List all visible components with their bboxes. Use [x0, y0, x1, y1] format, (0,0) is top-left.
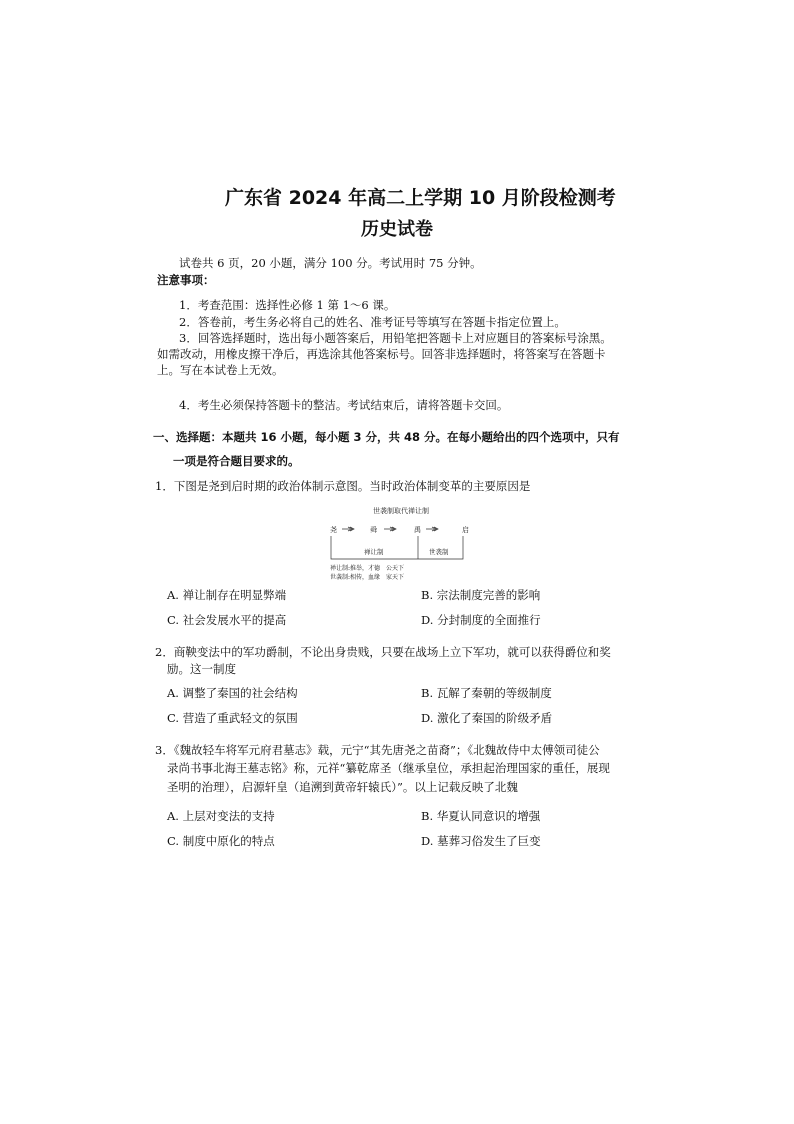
option-c: C. 营造了重武轻文的氛围 [167, 711, 298, 725]
notice-item: 2．答卷前，考生务必将自己的姓名、准考证号等填写在答题卡指定位置上。 [179, 315, 566, 329]
political-system-diagram [326, 504, 476, 584]
notice-item: 4．考生必须保持答题卡的整洁。考试结束后，请将答题卡交回。 [179, 398, 509, 412]
notice-item: 1．考查范围：选择性必修 1 第 1～6 课。 [179, 298, 396, 312]
question-stem: 2．商鞅变法中的军功爵制，不论出身贵贱，只要在战场上立下军功，就可以获得爵位和奖 [155, 645, 611, 659]
diagram-box-label: 禅让制 [364, 548, 384, 556]
option-a: A. 禅让制存在明显弊端 [167, 588, 287, 602]
diagram-note: 世袭制:相传，血缘 家天下 [330, 574, 405, 581]
page-title: 广东省 2024 年高二上学期 10 月阶段检测考 [225, 187, 616, 209]
question-stem: 3．《魏故轻车将军元府君墓志》载，元宁“其先唐尧之苗裔”；《北魏故侍中太傅领司徒公 [155, 743, 600, 757]
page-subtitle: 历史试卷 [361, 219, 433, 240]
intro-text: 试卷共 6 页，20 小题，满分 100 分。考试用时 75 分钟。 [179, 256, 482, 270]
option-b: B. 瓦解了秦朝的等级制度 [421, 686, 552, 700]
diagram-arrows [342, 527, 438, 531]
notice-item: 3．回答选择题时，选出每小题答案后，用铅笔把答题卡上对应题目的答案标号涂黑。 [179, 331, 612, 345]
option-d: D. 激化了秦国的阶级矛盾 [421, 711, 553, 725]
diagram-title: 世袭制取代禅让制 [373, 507, 429, 515]
diagram-person: 启 [462, 526, 469, 534]
diagram-person: 禹 [414, 526, 421, 534]
diagram-person: 尧 [330, 526, 337, 534]
question-stem: 1．下图是尧到启时期的政治体制示意图。当时政治体制变革的主要原因是 [155, 479, 531, 493]
option-d: D. 分封制度的全面推行 [421, 613, 541, 627]
option-c: C. 社会发展水平的提高 [167, 613, 287, 627]
option-b: B. 华夏认同意识的增强 [421, 809, 541, 823]
section-heading-cont: 一项是符合题目要求的。 [173, 454, 300, 468]
diagram-box-label: 世袭制 [429, 548, 449, 556]
option-d: D. 墓葬习俗发生了巨变 [421, 834, 541, 848]
diagram-person: 舜 [370, 526, 377, 534]
option-c: C. 制度中原化的特点 [167, 834, 275, 848]
option-a: A. 上层对变法的支持 [167, 809, 275, 823]
question-stem-cont: 励。这一制度 [167, 662, 236, 676]
section-heading: 一、选择题：本题共 16 小题，每小题 3 分，共 48 分。在每小题给出的四个选项中，只有 [153, 430, 620, 444]
notice-item: 上。写在本试卷上无效。 [157, 363, 284, 377]
diagram-note: 禅让制:推举，才德 公天下 [330, 565, 405, 572]
notice-item: 如需改动，用橡皮擦干净后，再选涂其他答案标号。回答非选择题时，将答案写在答题卡 [157, 347, 606, 361]
option-b: B. 宗法制度完善的影响 [421, 588, 541, 602]
question-stem-cont: 圣明的治理），启源轩皇（追溯到黄帝轩辕氏）”。以上记载反映了北魏 [167, 780, 518, 794]
notice-heading: 注意事项： [157, 273, 215, 287]
question-stem-cont: 录尚书事北海王墓志铭》称，元祥“纂乾席圣（继承皇位，承担起治理国家的重任，展现 [167, 761, 610, 775]
option-a: A. 调整了秦国的社会结构 [167, 686, 298, 700]
